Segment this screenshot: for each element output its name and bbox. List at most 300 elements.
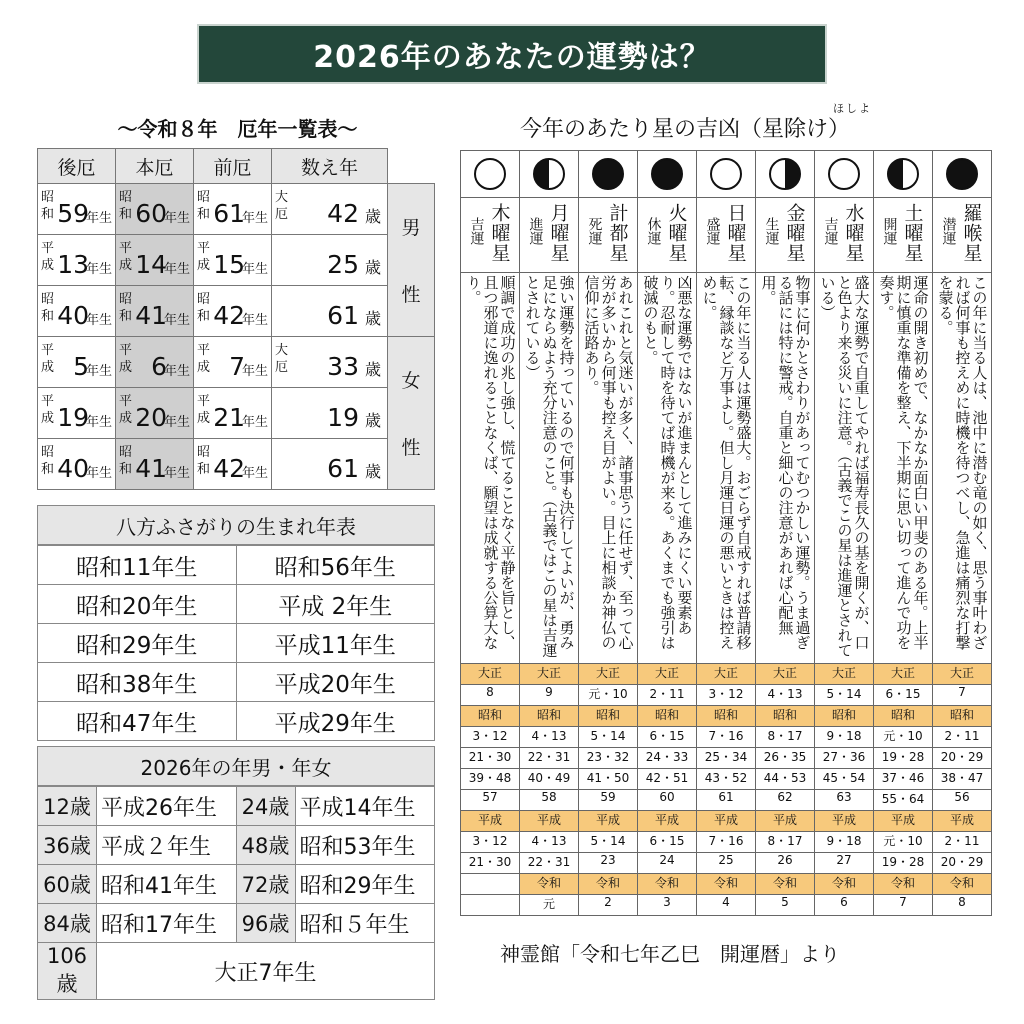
birth-year-value: 8: [461, 685, 520, 706]
taiyaku-label: 大厄: [275, 343, 289, 375]
era-header: 昭和: [697, 706, 756, 727]
birth-year-value: 6・15: [638, 727, 697, 748]
star-description: 運命の開き初めで、なかなか面白い甲斐のある年。上半期に慎重な準備を整え、下半期に思い切って進んで功を奏す。: [877, 275, 930, 650]
yaku-row: [38, 286, 435, 337]
era-header-row: [461, 664, 992, 685]
happo-year: 昭和29年生: [38, 624, 237, 663]
star-circle-cell: [638, 151, 697, 198]
birth-year-value: 55・64: [874, 790, 933, 811]
era-label: 平成: [197, 241, 211, 273]
birth-year-value: 22・31: [520, 748, 579, 769]
happo-row: [38, 546, 435, 585]
era-label: 平成: [119, 394, 133, 426]
star-fortune: 盛運: [704, 217, 721, 245]
yaku-cell: [194, 439, 272, 490]
star-desc-cell: [874, 273, 933, 664]
yaku-cell: [116, 286, 194, 337]
age-suffix: 歳: [364, 309, 381, 328]
birth-year-value: 39・48: [461, 769, 520, 790]
happo-row: [38, 624, 435, 663]
star-description: この年に当る人は運勢盛大。おごらず自戒すれば普請移転、縁談など万事よし。但し月運日運の悪いときは控えめに。: [700, 275, 753, 650]
toshi-year: 平成２年生: [97, 826, 237, 865]
era-header: 令和: [579, 874, 638, 895]
birth-year-value: 3・12: [461, 832, 520, 853]
stars-ruby: ほしよ: [833, 102, 872, 115]
star-name: 木曜星: [488, 203, 511, 263]
era-label: 昭和: [197, 292, 211, 324]
star-circle-cell: [756, 151, 815, 198]
year-number: 6: [151, 352, 167, 381]
birth-year-value: 19・28: [874, 748, 933, 769]
era-label: 平成: [119, 241, 133, 273]
year-suffix: 年生: [241, 466, 268, 481]
era-label: 昭和: [41, 190, 55, 222]
filled-circle-icon: [590, 156, 626, 192]
year-number: 41: [135, 301, 167, 330]
birth-year-value: 43・52: [697, 769, 756, 790]
star-name: 月曜星: [547, 203, 570, 263]
birth-year-value: 20・29: [933, 853, 992, 874]
year-suffix: 年生: [241, 415, 268, 430]
sex-char: 女: [401, 370, 421, 392]
birth-year-value: 27: [815, 853, 874, 874]
birth-year-value: [461, 895, 520, 916]
year-suffix: 年生: [241, 313, 268, 328]
birth-year-value: 24・33: [638, 748, 697, 769]
happo-year: 平成11年生: [236, 624, 435, 663]
era-header: 平成: [756, 811, 815, 832]
star-fortune: 進運: [527, 217, 544, 245]
year-suffix: 年生: [163, 313, 190, 328]
star-description: 順調で成功の兆し強し、慌てることなく平静を旨とし、且つ邪道に逸れることなくば、願望は成就する公算大なり。: [464, 275, 517, 650]
toshi-row: [38, 826, 435, 865]
age-cell: [272, 388, 388, 439]
birth-year-value: 27・36: [815, 748, 874, 769]
star-desc-row: [461, 273, 992, 664]
toshi-year: 昭和29年生: [295, 865, 435, 904]
year-suffix: 年生: [241, 211, 268, 226]
year-suffix: 年生: [163, 364, 190, 379]
age-value: [327, 250, 381, 279]
year-number: 14: [135, 250, 167, 279]
star-description: この年に当る人は、池中に潜む竜の如く、思う事叶わざれば何事も控えめに時機を待つべし、急進は痛烈な打撃を蒙る。: [936, 275, 989, 650]
yaku-cell: [194, 184, 272, 235]
era-header: 昭和: [638, 706, 697, 727]
era-label: 平成: [119, 343, 133, 375]
age-number: 25: [327, 250, 359, 279]
yaku-cell: [38, 286, 116, 337]
birth-year-value: 58: [520, 790, 579, 811]
age-number: 61: [327, 454, 359, 483]
birth-year-value: 60: [638, 790, 697, 811]
era-header: 令和: [697, 874, 756, 895]
year-suffix: 年生: [241, 364, 268, 379]
era-header: 平成: [697, 811, 756, 832]
year-number: 60: [135, 199, 167, 228]
star-circle-cell: [815, 151, 874, 198]
year-number: 42: [213, 454, 245, 483]
star-fortune: 休運: [645, 217, 662, 245]
age-cell: [272, 286, 388, 337]
star-desc-cell: [461, 273, 520, 664]
era-header: 平成: [874, 811, 933, 832]
era-header: 令和: [520, 874, 579, 895]
birth-year-value: 元: [520, 895, 579, 916]
toshi-title: 2026年の年男・年女: [37, 746, 435, 786]
birth-year-value: 38・47: [933, 769, 992, 790]
age-cell: [272, 184, 388, 235]
toshi-year: 平成14年生: [295, 787, 435, 826]
age-suffix: 歳: [364, 462, 381, 481]
year-number: 19: [57, 403, 89, 432]
toshi-row: [38, 865, 435, 904]
star-name: 火曜星: [665, 203, 688, 263]
star-name-cell: [579, 198, 638, 273]
year-number: 41: [135, 454, 167, 483]
birth-year-value: 8・17: [756, 727, 815, 748]
happo-title: 八方ふさがりの生まれ年表: [37, 505, 435, 545]
year-number: 21: [213, 403, 245, 432]
star-name: 計都星: [606, 203, 629, 263]
star-name-cell: [461, 198, 520, 273]
era-header: 昭和: [933, 706, 992, 727]
era-header: 平成: [579, 811, 638, 832]
toshi-table: [37, 786, 435, 1000]
showa-row: [461, 748, 992, 769]
toshi-year: 昭和５年生: [295, 904, 435, 943]
star-desc-cell: [697, 273, 756, 664]
birth-year-value: 57: [461, 790, 520, 811]
birth-year-value: 22・31: [520, 853, 579, 874]
reiwa-row: [461, 895, 992, 916]
star-fortune: 生運: [763, 217, 780, 245]
year-suffix: 年生: [85, 211, 112, 226]
era-header: 令和: [756, 874, 815, 895]
half-circle-icon: [885, 156, 921, 192]
age-value: [327, 199, 381, 228]
birth-year-value: 23・32: [579, 748, 638, 769]
era-header-row: [461, 706, 992, 727]
age-value: [327, 301, 381, 330]
yaku-cell: [194, 388, 272, 439]
era-label: 昭和: [119, 445, 133, 477]
star-circle-cell: [461, 151, 520, 198]
star-name-cell: [815, 198, 874, 273]
birth-year-value: 40・49: [520, 769, 579, 790]
year-suffix: 年生: [163, 466, 190, 481]
female-label: [388, 337, 435, 490]
happo-year: 昭和11年生: [38, 546, 237, 585]
star-fortune: 吉運: [468, 217, 485, 245]
showa-row: [461, 727, 992, 748]
year-suffix: 年生: [85, 415, 112, 430]
header-honyaku: 本厄: [116, 149, 194, 184]
male-label: [388, 184, 435, 337]
birth-year-value: 62: [756, 790, 815, 811]
yaku-cell: [116, 235, 194, 286]
star-circle-row: [461, 151, 992, 198]
star-name: 日曜星: [724, 203, 747, 263]
source-note: 神霊館「令和七年乙巳 開運暦」より: [500, 942, 840, 966]
year-number: 5: [73, 352, 89, 381]
toshi-row: [38, 787, 435, 826]
era-label: 平成: [41, 343, 55, 375]
year-suffix: 年生: [85, 466, 112, 481]
star-name-row: [461, 198, 992, 273]
age-number: 42: [327, 199, 359, 228]
era-header: 大正: [579, 664, 638, 685]
star-fortune: 吉運: [822, 217, 839, 245]
header-maeyaku: 前厄: [194, 149, 272, 184]
era-header: 大正: [815, 664, 874, 685]
year-suffix: 年生: [163, 262, 190, 277]
showa-row: [461, 790, 992, 811]
age-cell: [272, 337, 388, 388]
era-label: 昭和: [119, 292, 133, 324]
empty-circle-icon: [826, 156, 862, 192]
toshi-age: 96歳: [236, 904, 295, 943]
era-header-row: [461, 811, 992, 832]
year-number: 61: [213, 199, 245, 228]
star-circle-cell: [520, 151, 579, 198]
age-number: 33: [327, 352, 359, 381]
era-header: 大正: [638, 664, 697, 685]
star-fortune: 死運: [586, 217, 603, 245]
star-description: 物事に何かとさわりがあってむつかしい運勢。うま過ぎる話には特に警戒。自重と細心の注意があれば心配無用。: [759, 275, 812, 650]
birth-year-value: 63: [815, 790, 874, 811]
showa-row: [461, 769, 992, 790]
yaku-row: [38, 184, 435, 235]
era-header-row: [461, 874, 992, 895]
birth-year-value: 元・10: [874, 832, 933, 853]
toshi-year: 昭和17年生: [97, 904, 237, 943]
era-label: 昭和: [197, 445, 211, 477]
birth-year-value: 61: [697, 790, 756, 811]
year-number: 42: [213, 301, 245, 330]
age-value: [327, 403, 381, 432]
birth-year-value: 9・18: [815, 832, 874, 853]
age-suffix: 歳: [364, 207, 381, 226]
era-header: 昭和: [461, 706, 520, 727]
year-number: 15: [213, 250, 245, 279]
era-header: 大正: [756, 664, 815, 685]
star-name-cell: [520, 198, 579, 273]
era-label: 平成: [41, 394, 55, 426]
half-circle-icon: [531, 156, 567, 192]
birth-year-value: 6: [815, 895, 874, 916]
happo-year: 平成29年生: [236, 702, 435, 741]
yaku-cell: [38, 184, 116, 235]
yaku-cell: [194, 337, 272, 388]
star-desc-cell: [579, 273, 638, 664]
header-age: 数え年: [272, 149, 388, 184]
birth-year-value: 元・10: [579, 685, 638, 706]
star-circle-cell: [579, 151, 638, 198]
yaku-cell: [116, 388, 194, 439]
birth-year-value: 25・34: [697, 748, 756, 769]
era-header: 令和: [874, 874, 933, 895]
era-header: 大正: [874, 664, 933, 685]
age-cell: [272, 439, 388, 490]
toshi-year: 大正7年生: [97, 943, 435, 1000]
star-circle-cell: [874, 151, 933, 198]
yaku-heading: ～令和８年 厄年一覧表～: [117, 117, 358, 141]
birth-year-value: 25: [697, 853, 756, 874]
birth-year-value: 6・15: [874, 685, 933, 706]
toshi-age: 48歳: [236, 826, 295, 865]
yaku-row: [38, 337, 435, 388]
birth-year-value: 2・11: [638, 685, 697, 706]
era-header: 大正: [520, 664, 579, 685]
empty-circle-icon: [472, 156, 508, 192]
era-header: 大正: [461, 664, 520, 685]
year-suffix: 年生: [163, 211, 190, 226]
toshi-age: 72歳: [236, 865, 295, 904]
star-name-cell: [756, 198, 815, 273]
star-desc-cell: [933, 273, 992, 664]
yaku-cell: [116, 184, 194, 235]
stars-table: [460, 150, 992, 916]
era-header: 昭和: [520, 706, 579, 727]
toshi-year: 昭和41年生: [97, 865, 237, 904]
era-header: 平成: [638, 811, 697, 832]
star-fortune: 開運: [881, 217, 898, 245]
birth-year-value: 7・16: [697, 727, 756, 748]
yaku-cell: [38, 337, 116, 388]
happo-row: [38, 585, 435, 624]
toshi-age: 84歳: [38, 904, 97, 943]
year-suffix: 年生: [163, 415, 190, 430]
age-number: 19: [327, 403, 359, 432]
era-label: 昭和: [119, 190, 133, 222]
era-header: 大正: [697, 664, 756, 685]
birth-year-value: 19・28: [874, 853, 933, 874]
page-title: 2026年のあなたの運勢は？: [197, 24, 827, 84]
birth-year-value: 2: [579, 895, 638, 916]
star-name-cell: [933, 198, 992, 273]
birth-year-value: 41・50: [579, 769, 638, 790]
birth-year-value: 59: [579, 790, 638, 811]
heisei-row: [461, 853, 992, 874]
year-suffix: 年生: [241, 262, 268, 277]
empty-cell: [461, 874, 520, 895]
birth-year-value: 4: [697, 895, 756, 916]
year-suffix: 年生: [85, 364, 112, 379]
birth-year-value: 23: [579, 853, 638, 874]
year-number: 20: [135, 403, 167, 432]
sex-char: 性: [401, 437, 421, 459]
star-name: 土曜星: [901, 203, 924, 263]
star-circle-cell: [697, 151, 756, 198]
birth-year-value: 37・46: [874, 769, 933, 790]
star-desc-cell: [520, 273, 579, 664]
year-number: 40: [57, 301, 89, 330]
birth-year-value: 7: [874, 895, 933, 916]
happo-row: [38, 663, 435, 702]
era-label: 平成: [41, 241, 55, 273]
era-header: 令和: [933, 874, 992, 895]
star-fortune: 潜運: [940, 217, 957, 245]
year-suffix: 年生: [85, 262, 112, 277]
age-value: [327, 352, 381, 381]
birth-year-value: 5・14: [815, 685, 874, 706]
star-desc-cell: [815, 273, 874, 664]
year-number: 13: [57, 250, 89, 279]
birth-year-value: 6・15: [638, 832, 697, 853]
era-header: 昭和: [579, 706, 638, 727]
era-header: 令和: [815, 874, 874, 895]
year-number: 59: [57, 199, 89, 228]
birth-year-value: 3・12: [461, 727, 520, 748]
happo-table: [37, 545, 435, 741]
happo-row: [38, 702, 435, 741]
happo-year: 昭和20年生: [38, 585, 237, 624]
birth-year-value: 7: [933, 685, 992, 706]
birth-year-value: 元・10: [874, 727, 933, 748]
era-header: 昭和: [815, 706, 874, 727]
birth-year-value: 2・11: [933, 727, 992, 748]
era-header: 令和: [638, 874, 697, 895]
era-header: 大正: [933, 664, 992, 685]
sex-char: 性: [401, 284, 421, 306]
taisho-row: [461, 685, 992, 706]
birth-year-value: 3: [638, 895, 697, 916]
yaku-row: [38, 235, 435, 286]
happo-year: 昭和38年生: [38, 663, 237, 702]
birth-year-value: 9・18: [815, 727, 874, 748]
birth-year-value: 3・12: [697, 685, 756, 706]
yaku-cell: [38, 235, 116, 286]
birth-year-value: 20・29: [933, 748, 992, 769]
heisei-row: [461, 832, 992, 853]
star-desc-cell: [756, 273, 815, 664]
star-name: 金曜星: [783, 203, 806, 263]
happo-year: 平成 2年生: [236, 585, 435, 624]
yaku-cell: [38, 439, 116, 490]
birth-year-value: 4・13: [520, 832, 579, 853]
birth-year-value: 44・53: [756, 769, 815, 790]
star-name-cell: [874, 198, 933, 273]
happo-year: 昭和47年生: [38, 702, 237, 741]
empty-circle-icon: [708, 156, 744, 192]
birth-year-value: 56: [933, 790, 992, 811]
star-description: あれこれと気迷いが多く、諸事思うに任せず、至って心労が多いから何事も控え目がよい。目上に相談か神仏の信仰に活路あり。: [582, 275, 635, 650]
star-description: 強い運勢を持っているので何事も決行してよいが、勇み足にならぬよう充分注意のこと。（古義ではこの星は吉運とされている）: [523, 275, 576, 658]
yaku-cell: [116, 337, 194, 388]
age-suffix: 歳: [364, 258, 381, 277]
star-circle-cell: [933, 151, 992, 198]
toshi-year: 昭和53年生: [295, 826, 435, 865]
year-suffix: 年生: [85, 313, 112, 328]
filled-circle-icon: [649, 156, 685, 192]
toshi-age: 24歳: [236, 787, 295, 826]
toshi-age: 106歳: [38, 943, 97, 1000]
birth-year-value: 26・35: [756, 748, 815, 769]
age-value: [327, 454, 381, 483]
birth-year-value: 7・16: [697, 832, 756, 853]
era-header: 平成: [933, 811, 992, 832]
toshi-age: 12歳: [38, 787, 97, 826]
birth-year-value: 5・14: [579, 832, 638, 853]
sex-char: 男: [401, 217, 421, 239]
era-label: 昭和: [41, 292, 55, 324]
era-label: 平成: [197, 343, 211, 375]
year-number: 7: [229, 352, 245, 381]
era-header: 昭和: [756, 706, 815, 727]
era-header: 昭和: [874, 706, 933, 727]
toshi-row: [38, 904, 435, 943]
era-header: 平成: [461, 811, 520, 832]
